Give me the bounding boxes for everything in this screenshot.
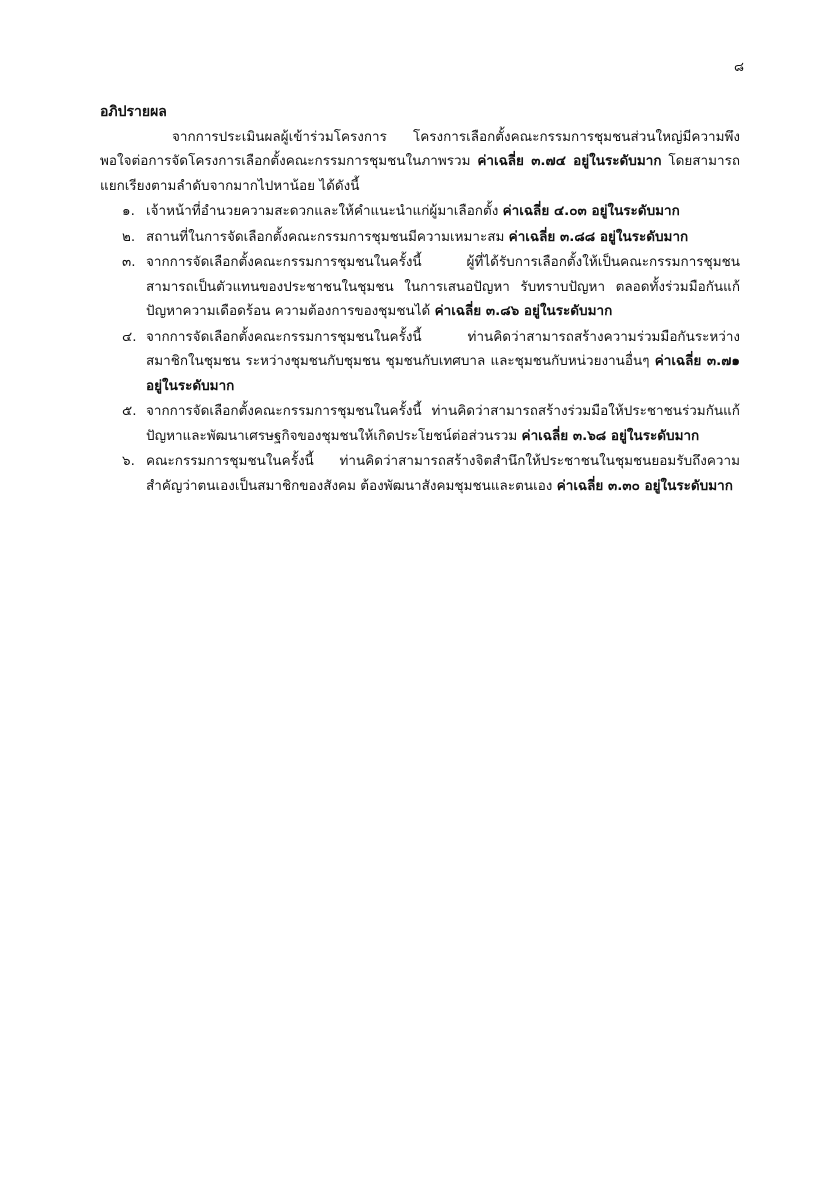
intro-text: จากการประเมินผลผู้เข้าร่วมโครงการ โครงการเลือกตั้งคณะกรรมการชุมชนส่วนใหญ่มีความพึงพอใจต่อการจัดโครงการเลือกตั้งคณะกรรมการชุมชนในภาพรวม [100, 128, 740, 169]
item-description: เจ้าหน้าที่อำนวยความสะดวกและให้คำแนะนำแก่ผู้มาเลือกตั้ง [146, 203, 499, 219]
document-body [100, 100, 740, 498]
list-item [122, 399, 740, 448]
item-mean: ค่าเฉลี่ย ๓.๖๘ อยู่ในระดับมาก [521, 427, 700, 444]
item-text [146, 449, 740, 498]
item-text [146, 325, 740, 399]
results-list [100, 199, 740, 498]
item-mean: ค่าเฉลี่ย ๓.๓๐ อยู่ในระดับมาก [556, 477, 733, 494]
intro-tail: โดยสามารถแยกเรียงตามลำดับจากมากไปหาน้อย ได้ดังนี้ [100, 153, 740, 194]
item-description: คณะกรรมการชุมชนในครั้งนี้ ท่านคิดว่าสามารถสร้างจิตสำนึกให้ประชาชนในชุมชนยอมรับถึงความสำคัญว่าตนเองเป็นสมาชิกของสังคม ต้องพัฒนาสังคมชุมชนและตนเอง [146, 453, 740, 494]
item-mean: ค่าเฉลี่ย ๓.๗๑ อยู่ในระดับมาก [146, 353, 741, 394]
item-text [146, 250, 740, 324]
item-description: จากการจัดเลือกตั้งคณะกรรมการชุมชนในครั้งนี้ ท่านคิดว่าสามารถสร้างร่วมมือให้ประชาชนร่วมกันแก้ปัญหาและพัฒนาเศรษฐกิจของชุมชนให้เกิดประโยชน์ต่อส่วนรวม [146, 403, 740, 444]
item-text [146, 225, 740, 250]
intro-mean: ค่าเฉลี่ย ๓.๗๔ อยู่ในระดับมาก [477, 153, 662, 169]
list-item [122, 250, 740, 324]
intro-paragraph [100, 125, 740, 199]
section-heading: อภิปรายผล [100, 104, 167, 120]
item-description: จากการจัดเลือกตั้งคณะกรรมการชุมชนในครั้งนี้ ท่านคิดว่าสามารถสร้างความร่วมมือกันระหว่างสมาชิกในชุมชน ระหว่างชุมชนกับชุมชน ชุมชนกับเทศบาล และชุมชนกับหน่วยงานอื่นๆ [146, 328, 740, 369]
item-description: จากการจัดเลือกตั้งคณะกรรมการชุมชนในครั้งนี้ ผู้ที่ได้รับการเลือกตั้งให้เป็นคณะกรรมการชุมชนสามารถเป็นตัวแทนของประชาชนในชุมชน ในการเสนอปัญหา รับทราบปัญหา ตลอดทั้งร่วมมือกันแก้ปัญหาความเดือดร้อน ความต้องการของชุมชนได้ [146, 254, 740, 319]
item-number: ๓. [122, 254, 136, 270]
item-mean: ค่าเฉลี่ย ๔.๐๓ อยู่ในระดับมาก [502, 203, 680, 219]
item-number: ๕. [122, 403, 137, 419]
item-number: ๑. [122, 203, 135, 219]
item-mean: ค่าเฉลี่ย ๓.๘๘ อยู่ในระดับมาก [508, 228, 689, 245]
item-mean: ค่าเฉลี่ย ๓.๘๖ อยู่ในระดับมาก [434, 303, 613, 319]
item-text [146, 199, 740, 224]
item-number: ๔. [122, 328, 137, 345]
item-number: ๒. [122, 228, 136, 245]
list-item [122, 199, 740, 224]
list-item [122, 325, 740, 399]
page-number: ๘ [733, 60, 744, 75]
item-description: สถานที่ในการจัดเลือกตั้งคณะกรรมการชุมชนมีความเหมาะสม [146, 228, 505, 245]
item-text [146, 399, 740, 448]
item-number: ๖. [122, 453, 135, 469]
list-item [122, 449, 740, 498]
list-item [122, 225, 740, 250]
